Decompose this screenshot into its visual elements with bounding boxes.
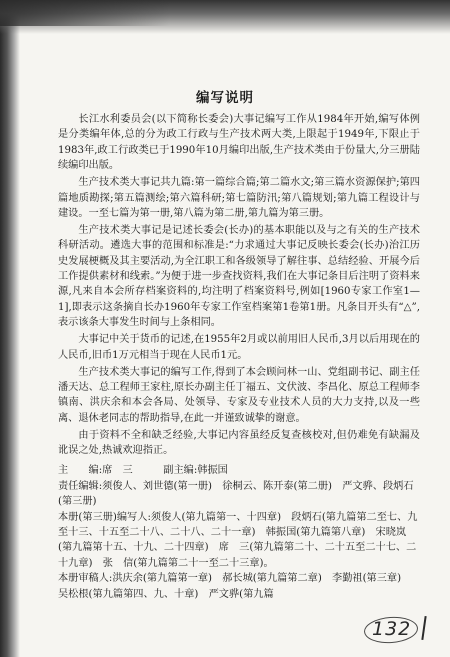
paragraph-acknowledgements: 生产技术类大事记的编写工作,得到了本会顾问林一山、党组副书记、副主任潘天达、总工程师王家柱,原长办副主任丁福五、文伏波、李昌化、原总工程师李镇南、洪庆余和本会各局、处领导、专家及专业技术人员的大力支持,以及一些离、退休老同志的帮助指导,在此一并谨致诚挚的谢意。 (58, 366, 420, 424)
page-title: 编写说明 (196, 90, 254, 106)
credit-writers: 本册(第三册)编写人:须俊人(第九篇第一、十四章) 段炳石(第九篇第二至七、九至十三、十五至二十八、二十八、二十一章) 韩振国(第九篇第八章) 宋晓岚(第九篇第十五、十九、二十四章) 席 三(第九篇第二十、二十五至二十七、二十九章) 张 信(第九篇第二十一至二十三章)。 (58, 511, 418, 569)
paragraph-intro: 长江水利委员会(以下简称长委会)大事记编写工作从1984年开始,编写体例是分类编年体,总的分为政工行政与生产技术两大类,上限起于1949年,下限止于1983年,政工行政类已于1990年10月编印出版,生产技术类由于份量大,分三册陆续编印出版。 (58, 114, 420, 172)
document-body (58, 112, 420, 602)
paragraph-currency: 大事记中关于货币的记述,在1955年2月或以前用旧人民币,3月以后用现在的人民币,旧币1万元相当于现在人民币1元。 (58, 334, 420, 361)
paragraph-disclaimer: 由于资料不全和缺乏经验,大事记内容虽经反复查核校对,但仍难免有缺漏及讹误之处,热诚欢迎指正。 (58, 429, 420, 457)
handwritten-tick-mark (421, 616, 426, 640)
credits-block (58, 463, 420, 602)
credit-reviewers: 本册审稿人:洪庆余(第九篇第一章) 郝长城(第九篇第二章) 李勤祖(第三章) 吴松根(第九篇第四、九、十章) 严文骅(第九篇 (58, 573, 412, 600)
paragraph-scope: 生产技术类大事记是记述长委会(长办)的基本职能以及与之有关的生产技术科研活动。遴选大事的范围和标准是:“力求通过大事记反映长委会(长办)治江历史发展梗概及其主要活动,为全江职工和各级领导了解往事、总结经验、开展今后工作提供素材和线索。”为便于进一步查找资料,我们在大事记条目后注明了资料来源,凡来自本会所存档案资料的,均注明了档案资料号,例如[1960专家工作室1—1],即表示这条摘自长办1960年专家工作室档案第1卷第1册。凡条目开头有“△”,表示该条大事发生时间与上条相同。 (58, 224, 420, 329)
handwritten-page-number: 132 (372, 618, 412, 640)
credit-responsible-editors: 责任编辑:须俊人、刘世德(第一册) 徐桐云、陈开泰(第二册) 严文骅、段炳石(第三册) (58, 480, 414, 508)
scan-shadow-corner (0, 0, 170, 26)
credit-editors: 主 编:席 三 副主编:韩振国 (58, 465, 228, 477)
paragraph-sections: 生产技术类大事记共九篇:第一篇综合篇;第二篇水文;第三篇水资源保护;第四篇地质勘探;第五篇测绘;第六篇科研;第七篇防汛;第八篇规划;第九篇工程设计与建设。一至七篇为第一册,第八篇为第二册,第九篇为第三册。 (58, 177, 420, 219)
